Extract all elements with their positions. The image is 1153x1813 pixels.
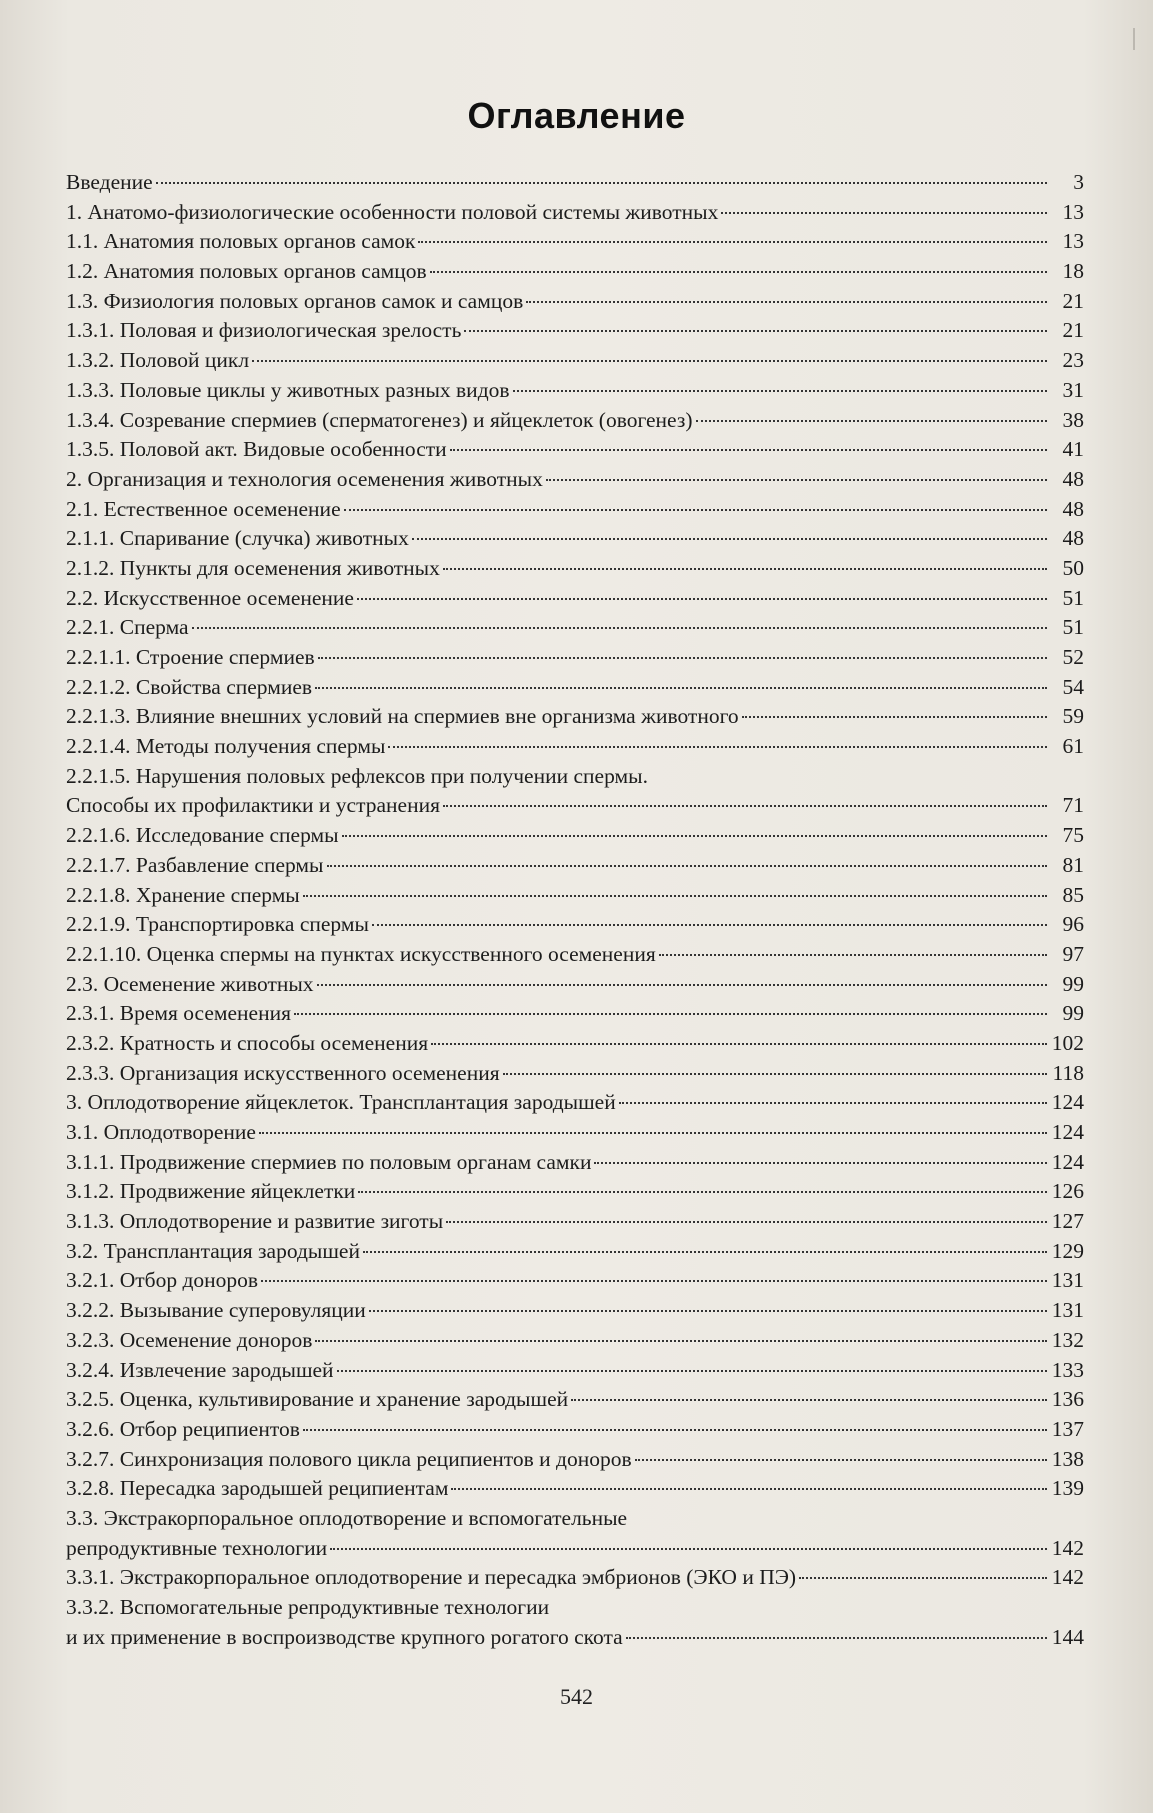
toc-entry-title: 3.2.7. Синхронизация полового цикла реципиентов и доноров [66, 1446, 632, 1471]
toc-entry-title: 2.2.1.10. Оценка спермы на пунктах искусственного осеменения [66, 941, 656, 966]
leader-dots [156, 182, 1047, 184]
toc-entry-title: 1.3.4. Созревание спермиев (сперматогенез) и яйцеклеток (овогенез) [66, 407, 693, 432]
toc-entry [66, 940, 1084, 970]
toc-entry-title: 3.1.3. Оплодотворение и развитие зиготы [66, 1209, 444, 1234]
toc-entry-title: 2.1.1. Спаривание (случка) животных [66, 526, 409, 551]
toc-entry [66, 1415, 1084, 1445]
leader-dots [357, 598, 1047, 600]
toc-entry [66, 257, 1084, 287]
toc-entry-page: 124 [1051, 1090, 1084, 1115]
leader-dots [344, 509, 1047, 511]
leader-dots [721, 212, 1047, 214]
toc-entry [66, 1326, 1084, 1356]
toc-entry-page: 142 [1051, 1535, 1084, 1560]
leader-dots [431, 1043, 1047, 1045]
toc-entry-title: 2.2.1.1. Строение спермиев [66, 645, 315, 669]
toc-entry-page: 75 [1062, 823, 1084, 848]
toc-entry-page: 127 [1051, 1209, 1084, 1234]
toc-entry-page: 85 [1062, 882, 1084, 907]
toc-entry [66, 643, 1084, 673]
toc-entry [66, 1593, 1084, 1623]
leader-dots [742, 716, 1047, 718]
leader-dots [363, 1251, 1047, 1253]
toc-title: Оглавление [467, 95, 686, 136]
toc-entry-page: 99 [1062, 971, 1084, 996]
leader-dots [450, 449, 1047, 451]
toc-entry [66, 1563, 1084, 1593]
toc-entry-page: 96 [1062, 912, 1084, 937]
toc-entry [66, 1177, 1084, 1207]
leader-dots [446, 1221, 1047, 1223]
toc-entry-page: 51 [1062, 615, 1084, 640]
leader-dots [594, 1162, 1047, 1164]
toc-entry [66, 1296, 1084, 1326]
toc-entry-title: 2.2.1.8. Хранение спермы [66, 882, 300, 907]
toc-entry-title: 2.3. Осеменение животных [66, 971, 314, 996]
leader-dots [252, 360, 1047, 362]
toc-entry-title: 2.2.1.7. Разбавление спермы [66, 852, 324, 877]
toc-entry-page: 139 [1051, 1476, 1084, 1501]
toc-entry [66, 1385, 1084, 1415]
toc-entry [66, 821, 1084, 851]
toc-entry-page: 129 [1051, 1238, 1084, 1263]
toc-entry-title: 3.2.5. Оценка, культивирование и хранение зародышей [66, 1387, 569, 1412]
leader-dots [619, 1102, 1047, 1104]
toc-entry-title: 3.2.8. Пересадка зародышей реципиентам [66, 1476, 449, 1501]
toc-entry [66, 851, 1084, 881]
toc-entry-page: 50 [1062, 555, 1084, 580]
toc-entry [66, 465, 1084, 495]
toc-entry-page: 38 [1062, 407, 1084, 432]
leader-dots [571, 1399, 1047, 1401]
leader-dots [261, 1280, 1047, 1282]
toc-entry-page: 137 [1051, 1416, 1084, 1441]
toc-entry-title: 3.1.2. Продвижение яйцеклетки [66, 1179, 356, 1204]
leader-dots [418, 241, 1047, 243]
leader-dots [464, 330, 1047, 332]
toc-entry [66, 970, 1084, 1000]
leader-dots [315, 1340, 1047, 1342]
toc-entry-title: 2.2.1.6. Исследование спермы [66, 823, 339, 848]
toc-entry-title: Введение [66, 170, 153, 194]
toc-entry-page: 133 [1051, 1357, 1084, 1382]
toc-entry [66, 613, 1084, 643]
toc-entry-title: и их применение в воспроизводстве крупного рогатого скота [66, 1624, 623, 1649]
toc-entry-page: 31 [1062, 377, 1084, 402]
toc-entry-page: 18 [1062, 259, 1084, 284]
toc-entry [66, 554, 1084, 584]
leader-dots [443, 805, 1047, 807]
leader-dots [259, 1132, 1047, 1134]
leader-dots [303, 895, 1047, 897]
toc-entry-title: 1.1. Анатомия половых органов самок [66, 229, 416, 254]
toc-entry [66, 198, 1084, 228]
toc-entry-page: 142 [1051, 1565, 1084, 1590]
toc-entry-page: 21 [1062, 318, 1084, 343]
leader-dots [503, 1073, 1047, 1075]
toc-entry-page: 97 [1062, 941, 1084, 966]
toc-entry [66, 702, 1084, 732]
toc-entry [66, 376, 1084, 406]
toc-entry-title: 1.3.3. Половые циклы у животных разных видов [66, 377, 510, 402]
toc-entry-title: 2.2.1.4. Методы получения спермы [66, 734, 386, 759]
toc-entry [66, 316, 1084, 346]
toc-entry-page: 81 [1062, 852, 1084, 877]
toc-entry-page: 3 [1073, 170, 1084, 194]
toc-entry [66, 1237, 1084, 1267]
toc-entry [66, 791, 1084, 821]
toc-entry-title: 2. Организация и технология осеменения животных [66, 466, 543, 491]
toc-entry [66, 1148, 1084, 1178]
toc-entry [66, 524, 1084, 554]
toc-entry-title: 2.2.1.5. Нарушения половых рефлексов при получении спермы. [66, 763, 648, 788]
toc-entry-page: 59 [1062, 704, 1084, 729]
toc-entry [66, 1088, 1084, 1118]
toc-entry-title: 2.3.2. Кратность и способы осеменения [66, 1030, 429, 1055]
toc-entry-page: 102 [1051, 1030, 1084, 1055]
leader-dots [318, 657, 1047, 659]
toc-entry-page: 41 [1062, 437, 1084, 462]
toc-entry-title: 1.3.2. Половой цикл [66, 348, 250, 373]
toc-entry-title: 1.2. Анатомия половых органов самцов [66, 259, 427, 284]
toc-entry-title: 3.2.3. Осеменение доноров [66, 1327, 313, 1352]
toc-entry-title: 2.1. Естественное осеменение [66, 496, 341, 521]
toc-entry [66, 762, 1084, 792]
toc-entry-page: 13 [1062, 229, 1084, 254]
leader-dots [369, 1310, 1047, 1312]
toc-entry-title: Способы их профилактики и устранения [66, 793, 440, 818]
toc-entry-title: 3.2.2. Вызывание суперовуляции [66, 1298, 366, 1323]
toc-entry-title: 3.2. Трансплантация зародышей [66, 1238, 360, 1263]
toc-entry-title: 1.3. Физиология половых органов самок и самцов [66, 288, 524, 313]
toc-entry-title: 3. Оплодотворение яйцеклеток. Трансплантация зародышей [66, 1090, 616, 1115]
toc-entry [66, 435, 1084, 465]
toc-entry [66, 287, 1084, 317]
leader-dots [430, 271, 1047, 273]
toc-entry-page: 124 [1051, 1149, 1084, 1174]
leader-dots [546, 479, 1047, 481]
leader-dots [696, 420, 1048, 422]
toc-entry-page: 131 [1051, 1298, 1084, 1323]
toc-entry [66, 1356, 1084, 1386]
toc-entry-page: 124 [1051, 1120, 1084, 1144]
toc-entry [66, 1266, 1084, 1296]
toc-entry-title: 2.1.2. Пункты для осеменения животных [66, 555, 440, 580]
leader-dots [315, 687, 1047, 689]
toc-entry-title: 3.1. Оплодотворение [66, 1120, 256, 1144]
toc-entry [66, 1623, 1084, 1653]
toc-entry-title: 1. Анатомо-физиологические особенности половой системы животных [66, 199, 719, 224]
toc-entry-page: 138 [1051, 1446, 1084, 1471]
toc-entry-title: 3.3. Экстракорпоральное оплодотворение и вспомогательные [66, 1505, 628, 1530]
toc-entry-title: 1.3.1. Половая и физиологическая зрелость [66, 318, 462, 343]
toc-entry-page: 131 [1051, 1268, 1084, 1293]
toc-entry-title: репродуктивные технологии [66, 1535, 328, 1560]
toc-entry [66, 1504, 1084, 1534]
table-of-contents [66, 168, 1084, 1652]
leader-dots [626, 1637, 1047, 1639]
toc-entry-title: 3.1.1. Продвижение спермиев по половым органам самки [66, 1149, 592, 1174]
toc-entry [66, 227, 1084, 257]
toc-entry [66, 1207, 1084, 1237]
toc-entry-page: 99 [1062, 1001, 1084, 1026]
toc-entry [66, 346, 1084, 376]
toc-entry [66, 732, 1084, 762]
page-edge-mark [1133, 28, 1135, 50]
toc-entry-page: 13 [1062, 199, 1084, 224]
toc-entry-title: 2.2.1.2. Свойства спермиев [66, 674, 313, 699]
toc-entry-title: 2.2.1.3. Влияние внешних условий на спермиев вне организма животного [66, 704, 739, 729]
toc-entry-page: 48 [1062, 466, 1084, 491]
toc-entry [66, 999, 1084, 1029]
toc-entry-page: 61 [1062, 734, 1084, 759]
toc-entry-page: 54 [1062, 674, 1084, 699]
toc-entry-title: 3.3.1. Экстракорпоральное оплодотворение и пересадка эмбрионов (ЭКО и ПЭ) [66, 1565, 797, 1590]
toc-entry-page: 132 [1051, 1327, 1084, 1352]
toc-entry [66, 1474, 1084, 1504]
toc-entry [66, 1534, 1084, 1564]
leader-dots [317, 984, 1047, 986]
toc-entry-title: 3.2.4. Извлечение зародышей [66, 1357, 334, 1382]
leader-dots [526, 301, 1047, 303]
leader-dots [412, 538, 1047, 540]
toc-entry [66, 168, 1084, 198]
leader-dots [192, 627, 1047, 629]
toc-entry-page: 48 [1062, 526, 1084, 551]
leader-dots [337, 1370, 1047, 1372]
leader-dots [451, 1488, 1047, 1490]
toc-entry-title: 3.2.1. Отбор доноров [66, 1268, 259, 1293]
toc-entry [66, 1059, 1084, 1089]
toc-entry-page: 51 [1062, 585, 1084, 610]
leader-dots [303, 1429, 1047, 1431]
toc-entry [66, 406, 1084, 436]
toc-entry [66, 1029, 1084, 1059]
leader-dots [388, 746, 1047, 748]
leader-dots [327, 865, 1048, 867]
leader-dots [342, 835, 1047, 837]
toc-entry-page: 144 [1051, 1624, 1084, 1649]
leader-dots [358, 1191, 1047, 1193]
leader-dots [443, 568, 1047, 570]
toc-entry-title: 1.3.5. Половой акт. Видовые особенности [66, 437, 447, 462]
leader-dots [372, 924, 1047, 926]
leader-dots [659, 954, 1047, 956]
toc-entry-page: 23 [1062, 348, 1084, 373]
leader-dots [294, 1013, 1047, 1015]
leader-dots [635, 1459, 1047, 1461]
toc-entry-page: 52 [1062, 645, 1084, 669]
toc-entry-title: 3.2.6. Отбор реципиентов [66, 1416, 300, 1441]
toc-entry-title: 3.3.2. Вспомогательные репродуктивные технологии [66, 1595, 550, 1619]
toc-entry [66, 1118, 1084, 1148]
toc-entry-page: 126 [1051, 1179, 1084, 1204]
toc-entry-page: 71 [1062, 793, 1084, 818]
toc-entry-title: 2.2. Искусственное осеменение [66, 585, 354, 610]
toc-entry [66, 910, 1084, 940]
toc-entry [66, 881, 1084, 911]
toc-entry-page: 21 [1062, 288, 1084, 313]
toc-entry-title: 2.3.3. Организация искусственного осеменения [66, 1060, 500, 1085]
toc-entry [66, 1445, 1084, 1475]
leader-dots [330, 1548, 1047, 1550]
toc-entry-title: 2.3.1. Время осеменения [66, 1001, 291, 1026]
toc-entry-page: 118 [1052, 1060, 1084, 1085]
toc-entry [66, 673, 1084, 703]
toc-entry [66, 495, 1084, 525]
leader-dots [513, 390, 1047, 392]
toc-entry-title: 2.2.1.9. Транспортировка спермы [66, 912, 369, 937]
toc-entry [66, 584, 1084, 614]
toc-entry-page: 48 [1062, 496, 1084, 521]
page-number: 542 [560, 1684, 593, 1709]
toc-entry-page: 136 [1051, 1387, 1084, 1412]
leader-dots [799, 1577, 1047, 1579]
toc-entry-title: 2.2.1. Сперма [66, 615, 189, 640]
